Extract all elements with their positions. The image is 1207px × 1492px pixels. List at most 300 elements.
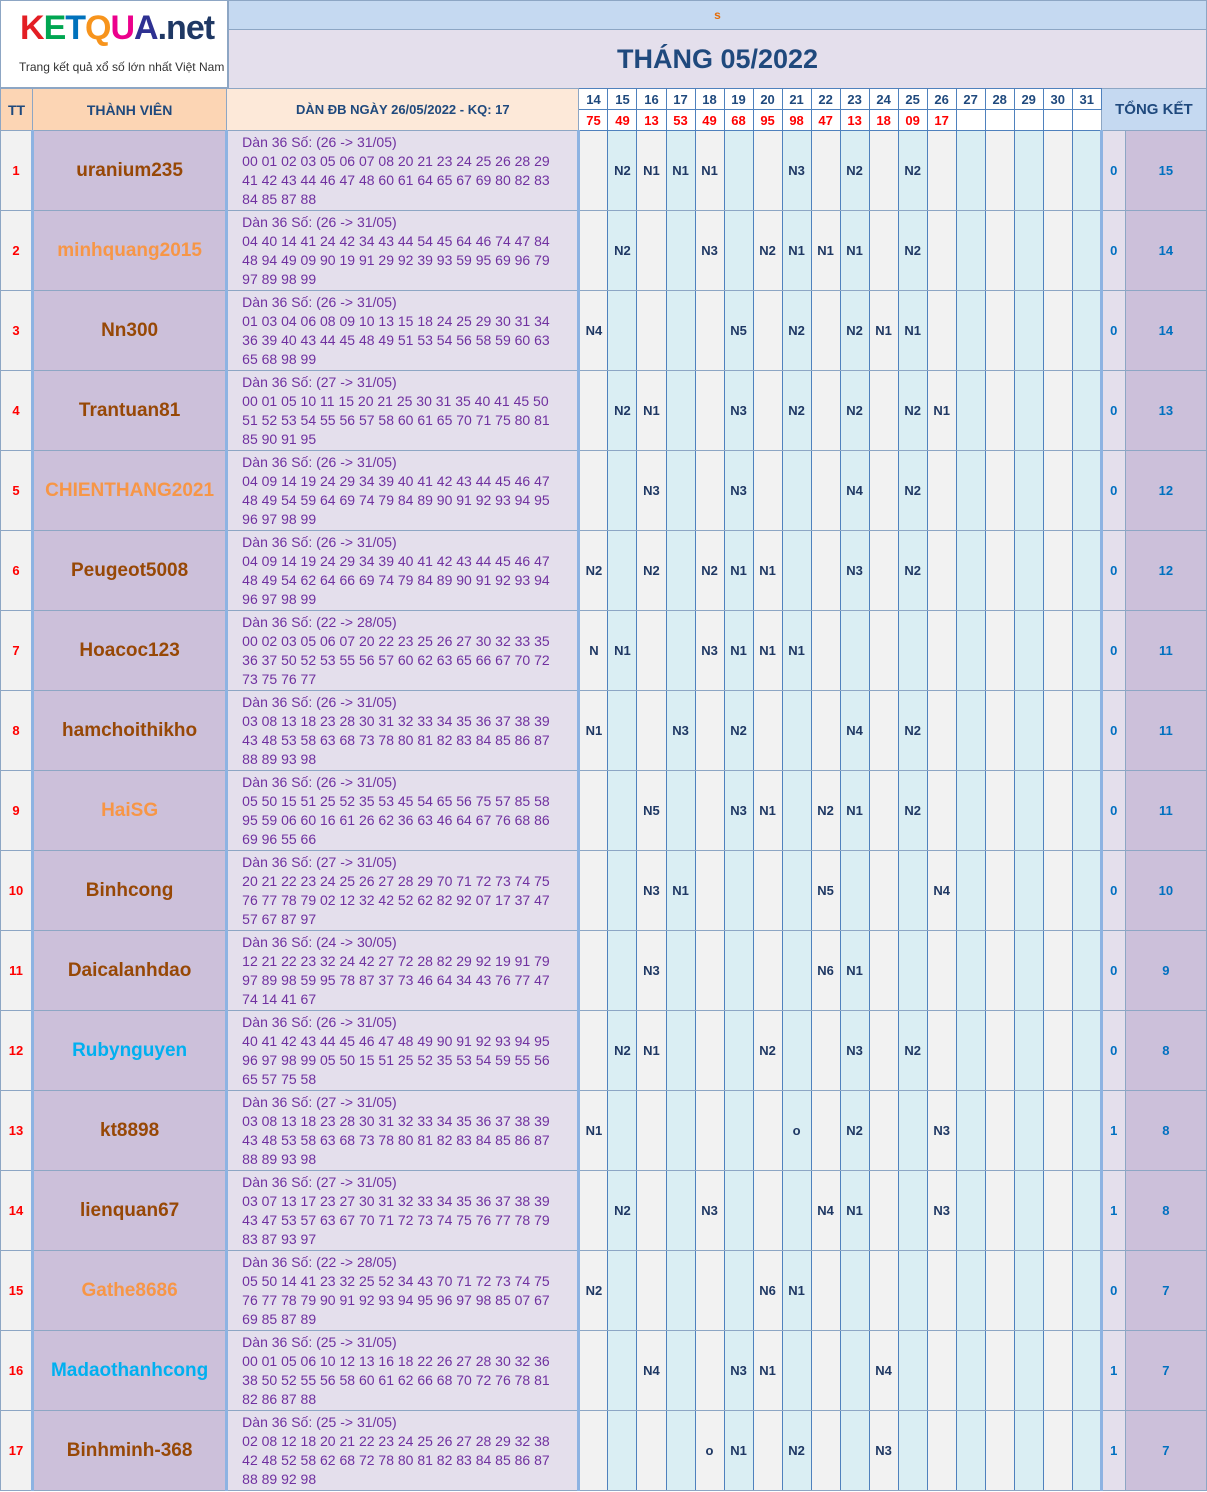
day-result: 53 [666, 110, 695, 131]
day-mark: N1 [869, 291, 898, 371]
day-mark [985, 1331, 1014, 1411]
member-name[interactable]: hamchoithikho [33, 691, 227, 771]
total-a: 0 [1101, 291, 1125, 371]
day-mark [637, 291, 666, 371]
day-mark [753, 291, 782, 371]
day-mark [579, 451, 608, 531]
row-number: 12 [1, 1011, 33, 1091]
day-mark: N2 [782, 291, 811, 371]
day-mark: N1 [753, 611, 782, 691]
table-row [1, 1411, 1207, 1491]
day-mark [956, 1091, 985, 1171]
day-mark [956, 211, 985, 291]
number-set-line: Dàn 36 Số: (27 -> 31/05) [242, 374, 397, 390]
site-logo[interactable] [0, 0, 228, 88]
number-set-line: Dàn 36 Số: (26 -> 31/05) [242, 454, 397, 470]
day-mark [1072, 771, 1101, 851]
number-set-line: 48 49 54 59 64 69 74 79 84 89 90 91 92 93 94 95 [242, 492, 550, 508]
day-mark [724, 931, 753, 1011]
day-mark [927, 131, 956, 211]
day-mark [1072, 1171, 1101, 1251]
member-name[interactable]: Nn300 [33, 291, 227, 371]
day-mark [927, 771, 956, 851]
total-score: 14 [1125, 211, 1206, 291]
number-set-line: 95 59 06 60 16 61 26 62 36 63 46 64 67 76 68 86 [242, 812, 550, 828]
day-mark [1043, 291, 1072, 371]
number-set-line: 73 75 76 77 [242, 671, 317, 687]
day-mark [782, 771, 811, 851]
day-mark: N4 [579, 291, 608, 371]
day-mark [724, 851, 753, 931]
day-mark [869, 131, 898, 211]
day-mark [1043, 1331, 1072, 1411]
total-score: 14 [1125, 291, 1206, 371]
table-row [1, 851, 1207, 931]
number-set-line: 05 50 14 41 23 32 25 52 34 43 70 71 72 73 74 75 [242, 1273, 550, 1289]
table-row [1, 931, 1207, 1011]
total-score: 11 [1125, 611, 1206, 691]
day-mark [1014, 371, 1043, 451]
day-mark [927, 931, 956, 1011]
total-score: 7 [1125, 1411, 1206, 1491]
day-mark: N6 [753, 1251, 782, 1331]
day-mark [724, 131, 753, 211]
day-mark [579, 211, 608, 291]
day-mark [1014, 1251, 1043, 1331]
number-set-line: 65 57 75 58 [242, 1071, 317, 1087]
day-mark [753, 131, 782, 211]
day-mark: N2 [898, 131, 927, 211]
member-name[interactable]: CHIENTHANG2021 [33, 451, 227, 531]
day-mark [956, 851, 985, 931]
day-mark: N2 [898, 531, 927, 611]
day-mark [869, 211, 898, 291]
number-set-line: 36 37 50 52 53 55 56 57 60 62 63 65 66 67 70 72 [242, 652, 550, 668]
day-mark [840, 1251, 869, 1331]
logo-letter: A [134, 9, 158, 47]
day-mark [1072, 611, 1101, 691]
total-a: 1 [1101, 1171, 1125, 1251]
row-number: 8 [1, 691, 33, 771]
day-mark [637, 1251, 666, 1331]
day-header: 27 [956, 89, 985, 110]
member-name[interactable]: uranium235 [33, 131, 227, 211]
day-mark [579, 1331, 608, 1411]
number-set-line: 88 89 92 98 [242, 1471, 317, 1487]
member-name[interactable]: kt8898 [33, 1091, 227, 1171]
day-mark: N2 [608, 1171, 637, 1251]
day-mark [898, 1331, 927, 1411]
day-mark: N2 [840, 1091, 869, 1171]
number-set [227, 771, 579, 851]
day-mark [811, 131, 840, 211]
table-row [1, 1091, 1207, 1171]
day-mark [666, 1171, 695, 1251]
day-mark [840, 611, 869, 691]
day-mark [1072, 1011, 1101, 1091]
day-mark [782, 1011, 811, 1091]
number-set-line: Dàn 36 Số: (27 -> 31/05) [242, 1094, 397, 1110]
day-mark: N3 [695, 1171, 724, 1251]
day-header: 16 [637, 89, 666, 110]
day-mark: N2 [608, 371, 637, 451]
number-set [227, 1091, 579, 1171]
day-mark [985, 211, 1014, 291]
day-mark [1014, 1411, 1043, 1491]
day-header: 22 [811, 89, 840, 110]
day-mark [1014, 1171, 1043, 1251]
day-header: 26 [927, 89, 956, 110]
number-set-line: 03 08 13 18 23 28 30 31 32 33 34 35 36 37 38 39 [242, 1113, 550, 1129]
day-mark [608, 1331, 637, 1411]
number-set-line: 36 39 40 43 44 45 48 49 51 53 54 56 58 59 60 63 [242, 332, 550, 348]
day-result: 13 [840, 110, 869, 131]
day-mark: N2 [782, 371, 811, 451]
day-mark [1014, 451, 1043, 531]
row-number: 13 [1, 1091, 33, 1171]
day-mark: N2 [898, 211, 927, 291]
day-mark [985, 1011, 1014, 1091]
header-row [1, 89, 1207, 110]
day-mark [956, 691, 985, 771]
number-set-line: 48 49 54 62 64 66 69 74 79 84 89 90 91 92 93 94 [242, 572, 550, 588]
day-mark: N3 [666, 691, 695, 771]
day-mark [869, 931, 898, 1011]
day-mark [985, 931, 1014, 1011]
number-set-line: 03 08 13 18 23 28 30 31 32 33 34 35 36 37 38 39 [242, 713, 550, 729]
day-mark [1043, 1091, 1072, 1171]
logo-letter: U [110, 9, 135, 47]
day-mark [1072, 1251, 1101, 1331]
day-mark [869, 1171, 898, 1251]
number-set-line: 82 86 87 88 [242, 1391, 317, 1407]
table-row [1, 1251, 1207, 1331]
day-mark [695, 451, 724, 531]
day-mark [579, 1171, 608, 1251]
day-mark: N3 [869, 1411, 898, 1491]
day-mark: N2 [608, 211, 637, 291]
day-mark: N2 [811, 771, 840, 851]
day-mark: N2 [753, 211, 782, 291]
header-member: THÀNH VIÊN [33, 89, 227, 131]
day-mark: N3 [724, 771, 753, 851]
day-mark: N3 [637, 931, 666, 1011]
day-mark: N2 [898, 771, 927, 851]
number-set-line: Dàn 36 Số: (26 -> 31/05) [242, 134, 397, 150]
day-mark [753, 1091, 782, 1171]
day-mark [956, 1331, 985, 1411]
day-mark [666, 931, 695, 1011]
day-header: 31 [1072, 89, 1101, 110]
day-mark [579, 131, 608, 211]
day-mark: N2 [608, 131, 637, 211]
total-score: 7 [1125, 1251, 1206, 1331]
day-mark: N2 [782, 1411, 811, 1491]
number-set-line: 05 50 15 51 25 52 35 53 45 54 65 56 75 57 85 58 [242, 793, 550, 809]
header-dan: DÀN ĐB NGÀY 26/05/2022 - KQ: 17 [227, 89, 579, 131]
day-mark [811, 1011, 840, 1091]
day-mark [724, 1011, 753, 1091]
number-set-line: 51 52 53 54 55 56 57 58 60 61 65 70 71 75 80 81 [242, 412, 550, 428]
day-mark: N1 [753, 771, 782, 851]
day-mark [1043, 1251, 1072, 1331]
day-result: 75 [579, 110, 608, 131]
day-mark [1043, 931, 1072, 1011]
number-set [227, 1171, 579, 1251]
day-mark: N1 [840, 211, 869, 291]
day-mark [637, 1171, 666, 1251]
day-header: 21 [782, 89, 811, 110]
member-name[interactable]: Trantuan81 [33, 371, 227, 451]
number-set-line: 04 09 14 19 24 29 34 39 40 41 42 43 44 45 46 47 [242, 553, 550, 569]
number-set [227, 931, 579, 1011]
day-mark: N5 [811, 851, 840, 931]
day-mark [753, 371, 782, 451]
day-mark [811, 291, 840, 371]
day-mark [782, 451, 811, 531]
day-mark [666, 1251, 695, 1331]
member-name[interactable]: Binhminh-368 [33, 1411, 227, 1491]
row-number: 5 [1, 451, 33, 531]
number-set-line: 00 01 05 10 11 15 20 21 25 30 31 35 40 41 45 50 [242, 393, 549, 409]
day-mark: N2 [840, 291, 869, 371]
day-mark [811, 1251, 840, 1331]
day-mark [1043, 531, 1072, 611]
day-mark [579, 371, 608, 451]
member-name[interactable]: Binhcong [33, 851, 227, 931]
number-set [227, 451, 579, 531]
day-result: 49 [695, 110, 724, 131]
table-row [1, 611, 1207, 691]
logo-letter: K [20, 9, 44, 47]
day-mark: N3 [927, 1091, 956, 1171]
day-mark: N1 [782, 611, 811, 691]
day-mark: N1 [898, 291, 927, 371]
day-mark [753, 851, 782, 931]
day-mark [695, 931, 724, 1011]
day-mark [811, 451, 840, 531]
total-a: 1 [1101, 1411, 1125, 1491]
number-set-line: 20 21 22 23 24 25 26 27 28 29 70 71 72 73 74 75 [242, 873, 550, 889]
number-set [227, 211, 579, 291]
member-name[interactable]: lienquan67 [33, 1171, 227, 1251]
number-set-line: 88 89 93 98 [242, 751, 317, 767]
day-mark [985, 1411, 1014, 1491]
day-mark [724, 211, 753, 291]
row-number: 17 [1, 1411, 33, 1491]
day-mark [1014, 1331, 1043, 1411]
day-result [1072, 110, 1101, 131]
table-row [1, 531, 1207, 611]
day-mark: N1 [782, 1251, 811, 1331]
day-mark [637, 1091, 666, 1171]
day-mark [956, 291, 985, 371]
number-set-line: 84 85 87 88 [242, 191, 317, 207]
number-set-line: 76 77 78 79 02 12 32 42 52 62 82 92 07 17 37 47 [242, 892, 550, 908]
day-mark [985, 371, 1014, 451]
member-name[interactable]: Gathe8686 [33, 1251, 227, 1331]
number-set-line: 12 21 22 23 32 24 42 27 72 28 82 29 92 19 91 79 [242, 953, 550, 969]
day-mark [985, 531, 1014, 611]
number-set-line: 69 85 87 89 [242, 1311, 317, 1327]
total-score: 9 [1125, 931, 1206, 1011]
member-name[interactable]: Peugeot5008 [33, 531, 227, 611]
number-set-line: 03 07 13 17 23 27 30 31 32 33 34 35 36 37 38 39 [242, 1193, 550, 1209]
day-mark [666, 531, 695, 611]
day-mark [927, 1411, 956, 1491]
number-set [227, 371, 579, 451]
day-header: 28 [985, 89, 1014, 110]
day-mark [695, 1011, 724, 1091]
number-set-line: Dàn 36 Số: (22 -> 28/05) [242, 1254, 397, 1270]
day-mark [811, 1331, 840, 1411]
day-result: 98 [782, 110, 811, 131]
day-mark: N1 [724, 531, 753, 611]
row-number: 1 [1, 131, 33, 211]
member-name[interactable]: Rubynguyen [33, 1011, 227, 1091]
day-mark [869, 771, 898, 851]
day-mark [782, 851, 811, 931]
number-set [227, 1011, 579, 1091]
day-mark [753, 931, 782, 1011]
day-mark [1014, 1091, 1043, 1171]
day-result: 17 [927, 110, 956, 131]
number-set-line: 04 40 14 41 24 42 34 43 44 54 45 64 46 74 47 84 [242, 233, 550, 249]
table-row [1, 371, 1207, 451]
day-mark [753, 691, 782, 771]
day-mark [869, 851, 898, 931]
day-mark [869, 691, 898, 771]
member-name[interactable]: Hoacoc123 [33, 611, 227, 691]
number-set-line: Dàn 36 Số: (26 -> 31/05) [242, 1014, 397, 1030]
day-mark [1043, 1171, 1072, 1251]
day-mark: N1 [724, 1411, 753, 1491]
day-mark [985, 1091, 1014, 1171]
day-mark [956, 371, 985, 451]
total-score: 15 [1125, 131, 1206, 211]
day-result: 47 [811, 110, 840, 131]
header-total: TỔNG KẾT [1101, 89, 1206, 131]
total-a: 0 [1101, 1251, 1125, 1331]
number-set-line: 02 08 12 18 20 21 22 23 24 25 26 27 28 29 32 38 [242, 1433, 550, 1449]
table-body [1, 131, 1207, 1491]
day-mark [724, 1171, 753, 1251]
total-score: 11 [1125, 771, 1206, 851]
logo-suffix: .net [157, 9, 215, 47]
number-set [227, 1251, 579, 1331]
day-mark: N1 [695, 131, 724, 211]
day-mark [1014, 851, 1043, 931]
number-set [227, 851, 579, 931]
day-mark: N2 [579, 531, 608, 611]
day-mark [927, 1251, 956, 1331]
day-mark [608, 851, 637, 931]
day-mark: N3 [840, 531, 869, 611]
day-mark [579, 1411, 608, 1491]
day-mark [898, 611, 927, 691]
day-header: 15 [608, 89, 637, 110]
day-mark [637, 1411, 666, 1491]
day-mark [898, 931, 927, 1011]
day-mark [1014, 1011, 1043, 1091]
number-set-line: 38 50 52 55 56 58 60 61 62 66 68 70 72 76 78 81 [242, 1372, 550, 1388]
day-mark [811, 1091, 840, 1171]
day-mark: N2 [898, 1011, 927, 1091]
day-mark [985, 851, 1014, 931]
logo-letter: Q [85, 9, 111, 47]
member-name[interactable]: Daicalanhdao [33, 931, 227, 1011]
total-a: 0 [1101, 1011, 1125, 1091]
day-mark [608, 531, 637, 611]
table-row [1, 1011, 1207, 1091]
day-mark [666, 1011, 695, 1091]
top-banner: s [228, 0, 1207, 30]
day-mark [1043, 371, 1072, 451]
day-mark: N1 [637, 131, 666, 211]
row-number: 14 [1, 1171, 33, 1251]
day-mark: N1 [782, 211, 811, 291]
day-mark: N4 [637, 1331, 666, 1411]
day-mark [608, 691, 637, 771]
total-score: 11 [1125, 691, 1206, 771]
day-header: 14 [579, 89, 608, 110]
day-mark [1072, 691, 1101, 771]
day-header: 17 [666, 89, 695, 110]
number-set-line: 00 02 03 05 06 07 20 22 23 25 26 27 30 32 33 35 [242, 633, 550, 649]
day-mark [956, 931, 985, 1011]
day-mark: N4 [840, 691, 869, 771]
day-mark: N2 [724, 691, 753, 771]
number-set [227, 291, 579, 371]
day-mark [782, 531, 811, 611]
day-mark: N2 [840, 371, 869, 451]
day-mark [695, 851, 724, 931]
logo-letter: E [43, 9, 66, 47]
day-mark [753, 1411, 782, 1491]
day-mark [608, 1411, 637, 1491]
day-mark [666, 611, 695, 691]
day-mark: N3 [724, 451, 753, 531]
member-name[interactable]: minhquang2015 [33, 211, 227, 291]
day-result [1043, 110, 1072, 131]
number-set-line: Dàn 36 Số: (22 -> 28/05) [242, 614, 397, 630]
day-mark: N2 [840, 131, 869, 211]
day-mark: N1 [840, 931, 869, 1011]
table-row [1, 451, 1207, 531]
number-set [227, 1331, 579, 1411]
day-mark [1072, 371, 1101, 451]
total-score: 12 [1125, 451, 1206, 531]
day-mark [782, 931, 811, 1011]
day-mark [1072, 131, 1101, 211]
table-row [1, 771, 1207, 851]
day-mark: N3 [840, 1011, 869, 1091]
number-set [227, 531, 579, 611]
member-name[interactable]: Madaothanhcong [33, 1331, 227, 1411]
day-mark: N5 [637, 771, 666, 851]
day-header: 19 [724, 89, 753, 110]
number-set-line: Dàn 36 Số: (26 -> 31/05) [242, 774, 397, 790]
total-score: 7 [1125, 1331, 1206, 1411]
day-header: 25 [898, 89, 927, 110]
day-mark [666, 291, 695, 371]
member-name[interactable]: HaiSG [33, 771, 227, 851]
number-set-line: 48 94 49 09 90 19 91 29 92 39 93 59 95 69 96 79 [242, 252, 550, 268]
day-mark [956, 451, 985, 531]
day-mark [956, 611, 985, 691]
number-set-line: Dàn 36 Số: (25 -> 31/05) [242, 1414, 397, 1430]
day-mark [1043, 851, 1072, 931]
